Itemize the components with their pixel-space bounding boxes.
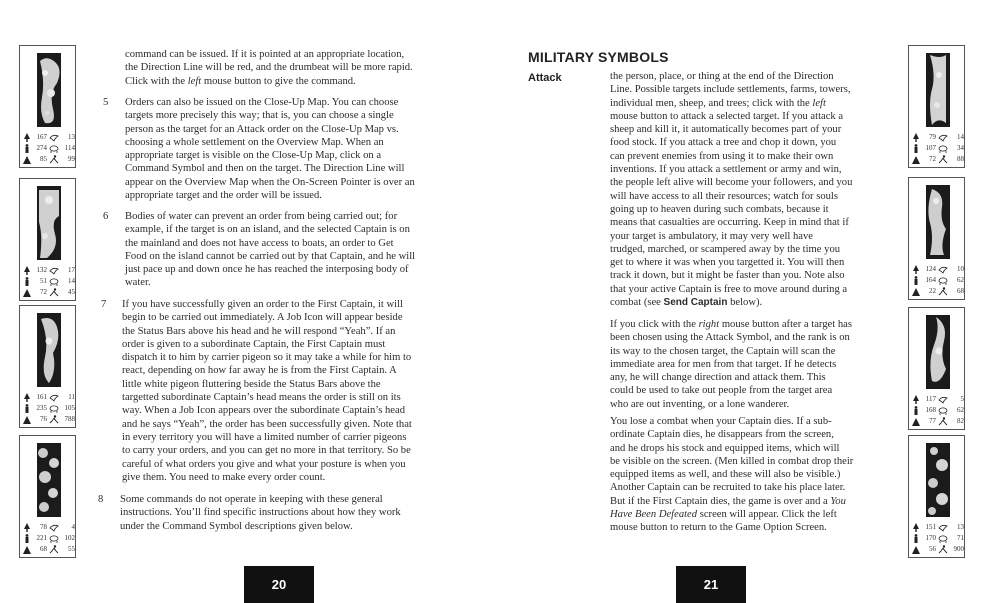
runner-icon [49, 155, 59, 164]
person-icon [23, 534, 31, 543]
sheep-icon [938, 144, 948, 153]
tree-icon [912, 395, 920, 404]
stat-value: 170 [925, 534, 936, 542]
send-captain-reference: Send Captain [663, 297, 728, 309]
stat-value: 62 [957, 406, 964, 414]
list-number: 6 [103, 211, 109, 222]
person-icon [23, 277, 31, 286]
page-number: 20 [244, 566, 314, 603]
list-number: 7 [101, 299, 107, 310]
stat-value: 114 [64, 144, 75, 152]
runner-icon [49, 288, 59, 297]
stat-value: 167 [36, 133, 47, 141]
territory-stats [23, 522, 75, 555]
tent-icon [23, 415, 31, 424]
list-number: 8 [98, 494, 104, 505]
territory-card [19, 178, 76, 301]
tree-icon [23, 133, 31, 142]
tree-icon [23, 393, 31, 402]
stat-value: 161 [36, 393, 47, 401]
list-item: Some commands do not operate in keeping with these general instructions. You’ll find specific instructions about how they work under the Command Symbol descriptions given below. [120, 494, 401, 532]
stat-value: 10 [957, 265, 964, 273]
runner-icon [938, 417, 948, 426]
runner-icon [938, 287, 948, 296]
tree-icon [912, 523, 920, 532]
tent-icon [912, 155, 920, 164]
stat-value: 77 [929, 417, 936, 425]
territory-stats [912, 264, 964, 297]
stat-value: 5 [960, 395, 964, 403]
pigeon-icon [938, 395, 948, 404]
tree-icon [23, 523, 31, 532]
sheep-icon [938, 534, 948, 543]
tree-icon [912, 133, 920, 142]
person-icon [23, 404, 31, 413]
attack-paragraph-2: If you click with the right mouse button after a target has been chosen using the Attack Symbol, and the rank is on its way to the chosen target, the Captain will scan the immediate area for men from that target. If he detects any, he will change direction and attack them. This could be used to take out people from the target area who are out inventing, or a lone wanderer. [610, 319, 852, 410]
territory-card [19, 45, 76, 168]
territory-stats [23, 265, 75, 298]
tent-icon [23, 545, 31, 554]
tent-icon [912, 417, 920, 426]
stat-value: 164 [925, 276, 936, 284]
stat-value: 105 [64, 404, 75, 412]
stat-value: 788 [64, 415, 75, 423]
person-icon [23, 144, 31, 153]
territory-map-thumbnail [37, 443, 61, 517]
pigeon-icon [938, 265, 948, 274]
stat-value: 45 [68, 288, 75, 296]
stat-value: 117 [925, 395, 936, 403]
stat-value: 151 [925, 523, 936, 531]
territory-map-thumbnail [37, 186, 61, 260]
stat-value: 82 [957, 417, 964, 425]
stat-value: 71 [957, 534, 964, 542]
pigeon-icon [938, 133, 948, 142]
tent-icon [23, 288, 31, 297]
tree-icon [912, 265, 920, 274]
runner-icon [938, 155, 948, 164]
stat-value: 56 [929, 545, 936, 553]
stat-value: 72 [929, 155, 936, 163]
term-label: Attack [528, 72, 562, 84]
tent-icon [912, 545, 920, 554]
territory-map-thumbnail [926, 53, 950, 127]
stat-value: 11 [68, 393, 75, 401]
stat-value: 34 [957, 144, 964, 152]
stat-value: 102 [64, 534, 75, 542]
sheep-icon [49, 534, 59, 543]
territory-card [908, 177, 965, 300]
stat-value: 168 [925, 406, 936, 414]
sheep-icon [49, 404, 59, 413]
list-item: Orders can also be issued on the Close-Up Map. You can choose targets more precisely this way; that is, you can choose a single person as the target for an Attack order on the Close-Up Map vs. choosing a whole settlement on the Overview Map. When an appropriate target is visible on the Close-Up Map, click on a Command Symbol and then on the target. The Direction Line will appear on the Overview Map when the On-Screen Pointer is over an appropriate target and the order will be issued. [125, 97, 415, 202]
left-page [0, 0, 492, 603]
territory-map-thumbnail [926, 185, 950, 259]
territory-card [19, 435, 76, 558]
territory-card [19, 305, 76, 428]
territory-map-thumbnail [926, 315, 950, 389]
list-number: 5 [103, 97, 109, 108]
stat-value: 4 [71, 523, 75, 531]
attack-paragraph-1: the person, place, or thing at the end of the Direction Line. Possible targets include settlements, farms, towers, individual men, sheep, and trees; click with the left mouse button to attack a selected target. If you attack a sheep and kill it, it automatically becomes part of your food stock. If you attack a tree and chop it down, you can prevent enemies from using it to make their own inventions. If you attack a settlement or army and win, the people left alive will become your followers, and you will have access to all their resources; watch for souls going up to heaven during such combats, because it means that casualties are occurring. Keep in mind that if your target is ambulatory, it may very well have trudged, marched, or scampered away by the time you get to where it was when you targetted it. You will then track it down, but it might be faster than you. Note also that your active Captain is free to move around during a combat (see Send Captain below). [610, 71, 853, 309]
territory-card [908, 45, 965, 168]
territory-map-thumbnail [926, 443, 950, 517]
pigeon-icon [49, 523, 59, 532]
list-item: If you have successfully given an order to the First Captain, it will begin to be carried out immediately. A Job Icon will appear beside the Status Bars above his head and he will respond “Yeah”. If an order is given to a subordinate Captain, the First Captain must dispatch it to him by carrier pigeon so it may take a while for him to react, depending on how far away he is from the First Captain. A little white pigeon fluttering beside the Status Bars above the targetted subordinate Captain’s head means the order is still on its way. When a Job Icon appears over the subordinate Captain’s head and he says “Yeah”, the order has been successfully given. Note that in every territory you will have a limited number of carrier pigeons to carry your orders, and you can get no more in that territory. So be careful of what orders you give and what your posture is when you give them. You need to make every order count. [122, 299, 412, 483]
stat-value: 900 [953, 545, 964, 553]
stat-value: 78 [40, 523, 47, 531]
stat-value: 107 [925, 144, 936, 152]
stat-value: 132 [36, 266, 47, 274]
stat-value: 274 [36, 144, 47, 152]
person-icon [912, 276, 920, 285]
stat-value: 13 [957, 523, 964, 531]
territory-stats [912, 394, 964, 427]
stat-value: 124 [925, 265, 936, 273]
territory-stats [912, 132, 964, 165]
pigeon-icon [49, 266, 59, 275]
intro-paragraph: command can be issued. If it is pointed at an appropriate location, the Direction Line will be red, and the drumbeat will be more rapid. Click with the left mouse button to give the command. [125, 49, 413, 87]
stat-value: 99 [68, 155, 75, 163]
section-title: MILITARY SYMBOLS [528, 49, 669, 65]
tent-icon [23, 155, 31, 164]
runner-icon [49, 545, 59, 554]
stat-value: 72 [40, 288, 47, 296]
pigeon-icon [938, 523, 948, 532]
pigeon-icon [49, 393, 59, 402]
territory-stats [23, 132, 75, 165]
attack-paragraph-3: You lose a combat when your Captain dies. If a sub- ordinate Captain dies, he disappears from the screen, and he drops his stock and equipped items, which will be visible on the screen. (Men killed in combat drop their equipped items as well, and these will also be visible.) Another Captain can be recruited to take his place later. But if the First Captain dies, the game is over and a You Have Been Defeated screen will appear. Click the left mouse button to return to the Game Option Screen. [610, 416, 854, 534]
page-number: 21 [676, 566, 746, 603]
stat-value: 76 [40, 415, 47, 423]
tent-icon [912, 287, 920, 296]
stat-value: 55 [68, 545, 75, 553]
territory-map-thumbnail [37, 53, 61, 127]
person-icon [912, 406, 920, 415]
stat-value: 221 [36, 534, 47, 542]
stat-value: 62 [957, 276, 964, 284]
territory-map-thumbnail [37, 313, 61, 387]
sheep-icon [938, 276, 948, 285]
stat-value: 13 [68, 133, 75, 141]
list-item: Bodies of water can prevent an order from being carried out; for example, if the target is on an island, and the selected Captain is on the mainland and does not have access to boats, an order to Get Food on the island cannot be carried out by that Captain, and he will just pace up and down once he has reached the interposing body of water. [125, 211, 416, 289]
stat-value: 17 [68, 266, 75, 274]
stat-value: 68 [40, 545, 47, 553]
stat-value: 79 [929, 133, 936, 141]
person-icon [912, 144, 920, 153]
person-icon [912, 534, 920, 543]
stat-value: 51 [40, 277, 47, 285]
sheep-icon [49, 277, 59, 286]
stat-value: 235 [36, 404, 47, 412]
territory-stats [912, 522, 964, 555]
territory-stats [23, 392, 75, 425]
territory-card [908, 307, 965, 430]
runner-icon [938, 545, 948, 554]
pigeon-icon [49, 133, 59, 142]
stat-value: 85 [40, 155, 47, 163]
tree-icon [23, 266, 31, 275]
runner-icon [49, 415, 59, 424]
stat-value: 14 [68, 277, 75, 285]
stat-value: 14 [957, 133, 964, 141]
territory-card [908, 435, 965, 558]
sheep-icon [938, 406, 948, 415]
stat-value: 88 [957, 155, 964, 163]
sheep-icon [49, 144, 59, 153]
stat-value: 22 [929, 287, 936, 295]
stat-value: 68 [957, 287, 964, 295]
